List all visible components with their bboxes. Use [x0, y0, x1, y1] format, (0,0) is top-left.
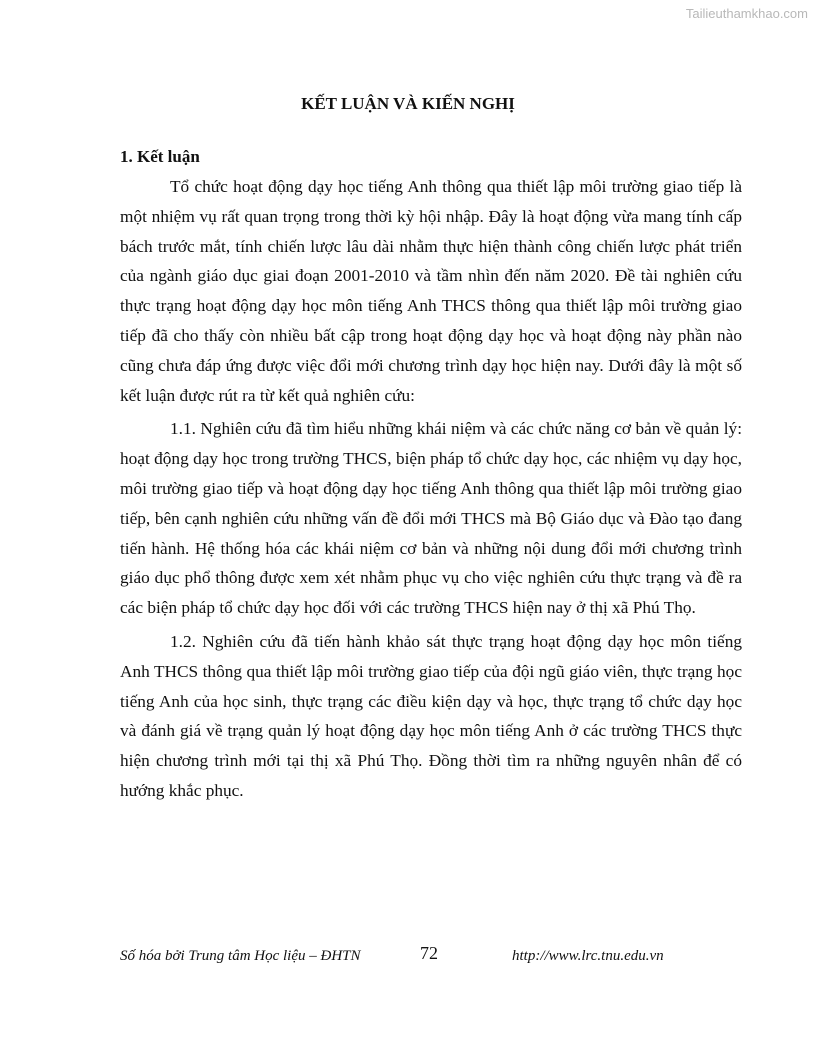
page-number: 72: [420, 943, 438, 963]
paragraph-1-2: 1.2. Nghiên cứu đã tiến hành khảo sát thực trạng hoạt động dạy học môn tiếng Anh THCS thông qua thiết lập môi trường giao tiếp của đội ngũ giáo viên, thực trạng học tiếng Anh của học sinh, thực trạng các điều kiện dạy và học, thực trạng tổ chức dạy học và đánh giá về trạng quản lý hoạt động dạy học môn tiếng Anh ở các trường THCS thực hiện chương trình mới tại thị xã Phú Thọ. Đồng thời tìm ra những nguyên nhân để có hướng khắc phục.: [120, 631, 742, 800]
paragraph-intro: Tổ chức hoạt động dạy học tiếng Anh thông qua thiết lập môi trường giao tiếp là một nhiệm vụ rất quan trọng trong thời kỳ hội nhập. Đây là hoạt động vừa mang tính cấp bách trước mắt, tính chiến lược lâu dài nhằm thực hiện thành công chiến lược phát triển của ngành giáo dục giai đoạn 2001-2010 và tầm nhìn đến năm 2020. Đề tài nghiên cứu thực trạng hoạt động dạy học môn tiếng Anh THCS thông qua thiết lập môi trường giao tiếp đã cho thấy còn nhiều bất cập trong hoạt động dạy học và hoạt động này phần nào cũng chưa đáp ứng được việc đổi mới chương trình dạy học hiện nay. Dưới đây là một số kết luận được rút ra từ kết quả nghiên cứu:: [120, 177, 742, 405]
section-heading: 1. Kết luận: [120, 147, 200, 166]
body-text: [120, 172, 742, 810]
footer-url: http://www.lrc.tnu.edu.vn: [512, 948, 664, 964]
footer-source: Số hóa bởi Trung tâm Học liệu – ĐHTN: [120, 948, 361, 964]
watermark: Tailieuthamkhao.com: [685, 6, 808, 21]
page-title: KẾT LUẬN VÀ KIẾN NGHỊ: [301, 94, 515, 113]
paragraph-1-1: 1.1. Nghiên cứu đã tìm hiểu những khái niệm và các chức năng cơ bản về quản lý: hoạt động dạy học trong trường THCS, biện pháp tổ chức dạy học, các nhiệm vụ dạy học, môi trường giao tiếp và hoạt động dạy học tiếng Anh thông qua thiết lập môi trường giao tiếp, bên cạnh nghiên cứu những vấn đề đổi mới THCS mà Bộ Giáo dục và Đào tạo đang tiến hành. Hệ thống hóa các khái niệm cơ bản và những nội dung đổi mới chương trình giáo dục phổ thông được xem xét nhằm phục vụ cho việc nghiên cứu thực trạng và đề ra các biện pháp tổ chức dạy học đối với các trường THCS hiện nay ở thị xã Phú Thọ.: [120, 419, 742, 618]
